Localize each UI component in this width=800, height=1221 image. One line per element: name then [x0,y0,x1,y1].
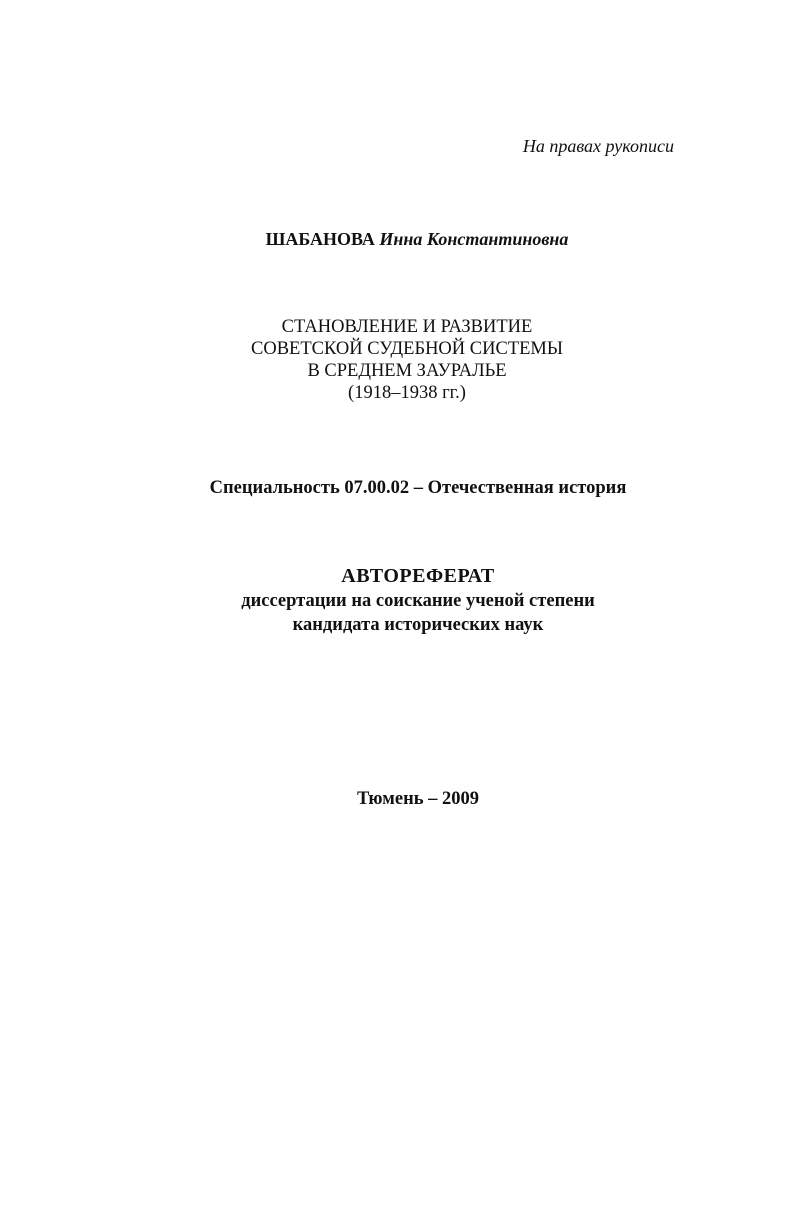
title-line-4: (1918–1938 гг.) [348,383,466,403]
dissertation-title [0,316,800,404]
title-line-1: СТАНОВЛЕНИЕ И РАЗВИТИЕ [281,317,533,337]
abstract-line-2: кандидата исторических наук [292,615,544,635]
author-name [0,229,800,250]
abstract-block [0,563,800,637]
abstract-line-1: диссертации на соискание ученой степени [241,591,595,611]
author-given-names: Инна Константиновна [379,229,569,249]
title-line-3: В СРЕДНЕМ ЗАУРАЛЬЕ [307,361,507,381]
abstract-heading: АВТОРЕФЕРАТ [341,565,495,587]
place-year: Тюмень – 2009 [356,789,480,809]
title-line-2: СОВЕТСКОЙ СУДЕБНОЙ СИСТЕМЫ [251,339,563,359]
manuscript-note: На правах рукописи [522,136,674,156]
specialty-line: Специальность 07.00.02 – Отечественная история [209,478,627,498]
author-surname: ШАБАНОВА [265,229,375,249]
